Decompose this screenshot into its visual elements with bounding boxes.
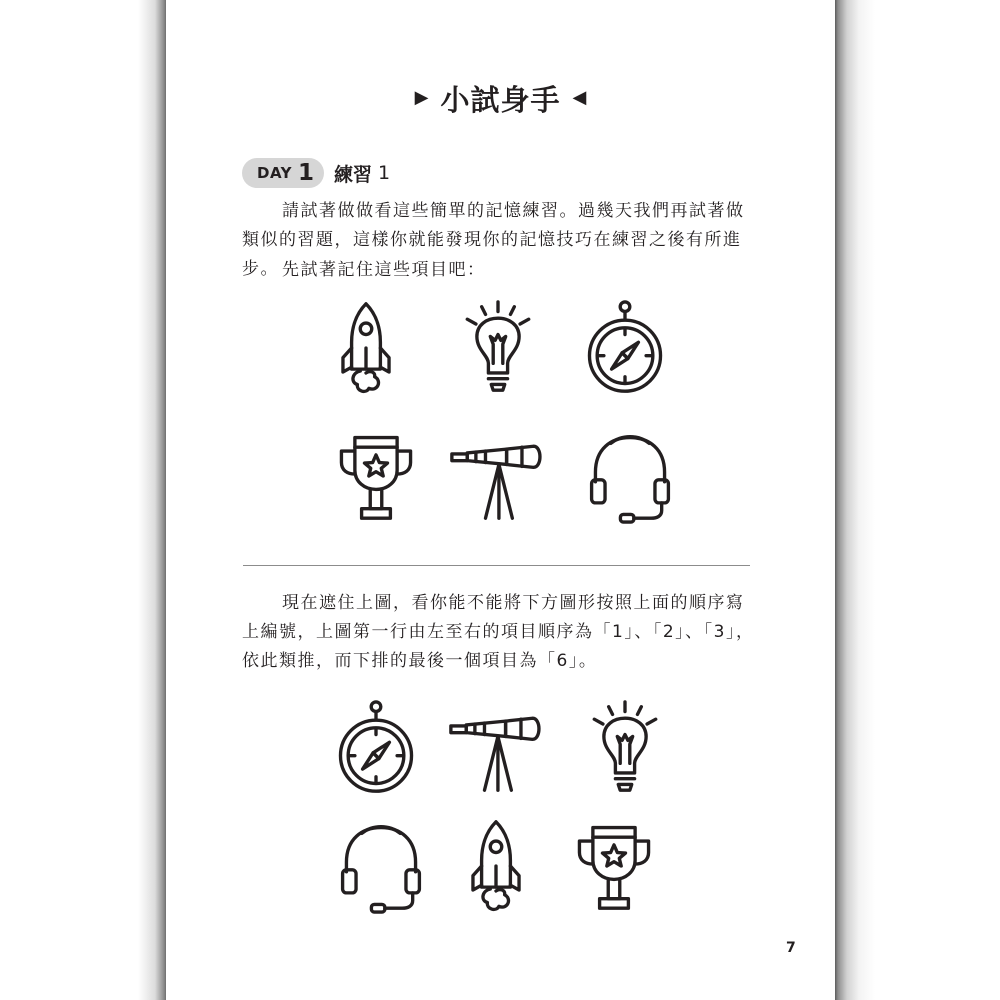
task-paragraph: 現在遮住上圖，看你能不能將下方圖形按照上面的順序寫上編號，上圖第一行由左至右的項目順序為「1」、「2」、「3」，依此類推，而下排的最後一個項目為「6」。 <box>242 593 755 671</box>
telescope-icon <box>449 428 545 524</box>
section-divider <box>243 565 750 566</box>
compass-icon <box>328 700 424 796</box>
instruction-paragraph: 先試著記住這些項目吧： <box>282 260 486 280</box>
intro-paragraph: 請試著做做看這些簡單的記憶練習。過幾天我們再試著做類似的習題，這樣你就能發現你的記憶技巧在練習之後有所進步。 <box>242 201 745 279</box>
day-badge-word: DAY <box>257 164 292 182</box>
lightbulb-icon <box>450 300 546 396</box>
book-spine-shadow-right <box>835 0 1000 1000</box>
lightbulb-icon <box>577 700 673 796</box>
day-badge-number: 1 <box>298 160 315 186</box>
exercise-title: 練習 <box>334 163 373 186</box>
triangle-left-icon: ◀ <box>572 87 587 108</box>
page-title: 小試身手 <box>440 82 561 117</box>
compass-icon <box>577 300 673 396</box>
exercise-number: 1 <box>378 162 391 184</box>
section-heading <box>166 76 835 120</box>
page-number: 7 <box>786 940 796 956</box>
telescope-icon <box>448 700 544 796</box>
headset-icon <box>582 428 678 524</box>
rocket-icon <box>318 300 414 396</box>
trophy-icon <box>566 818 662 914</box>
triangle-right-icon: ▶ <box>414 87 429 108</box>
book-page <box>166 0 835 1000</box>
day-badge <box>242 158 324 188</box>
trophy-icon <box>328 428 424 524</box>
book-spine-shadow-left <box>0 0 166 1000</box>
headset-icon <box>333 818 429 914</box>
exercise-header <box>242 157 390 189</box>
rocket-icon <box>448 818 544 914</box>
